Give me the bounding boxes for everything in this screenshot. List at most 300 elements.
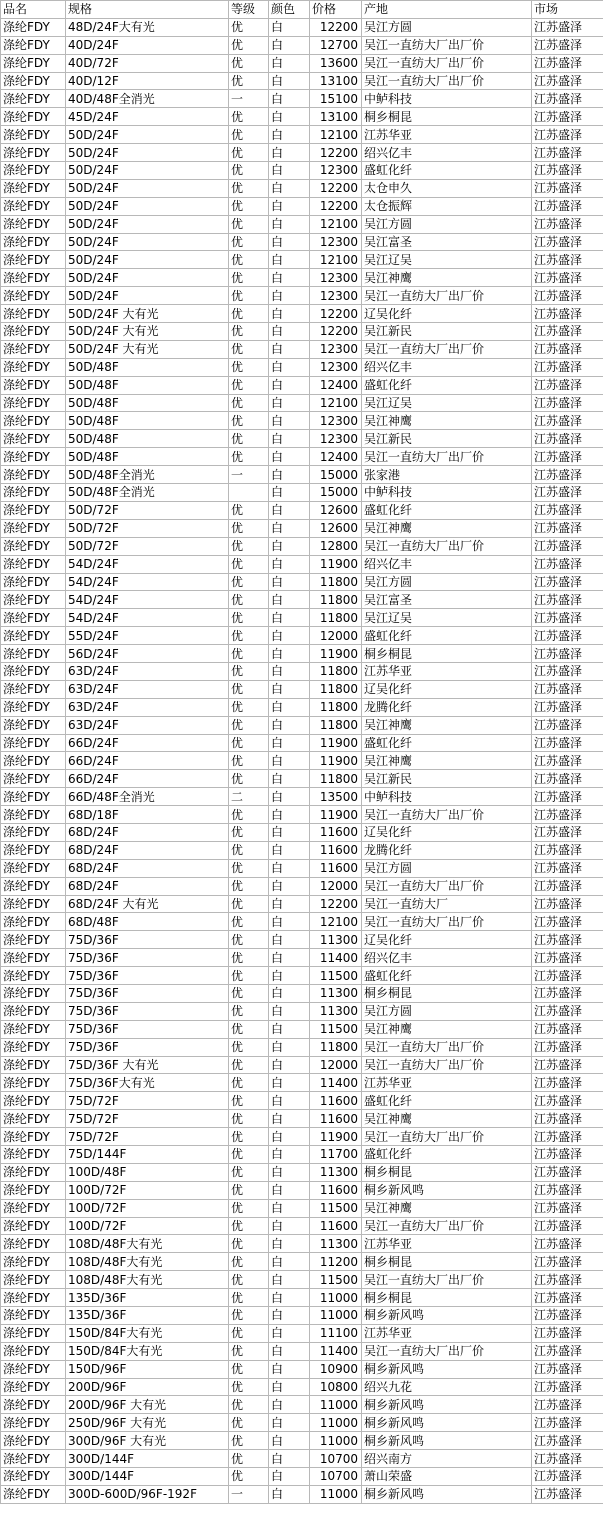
cell-grade: 优 xyxy=(229,394,269,412)
cell-origin: 桐乡新风鸣 xyxy=(362,1181,532,1199)
cell-market: 江苏盛泽 xyxy=(532,537,603,555)
cell-grade: 优 xyxy=(229,1163,269,1181)
cell-color: 白 xyxy=(269,913,310,931)
cell-origin: 盛虹化纤 xyxy=(362,1092,532,1110)
cell-product: 涤纶FDY xyxy=(1,859,66,877)
cell-color: 白 xyxy=(269,931,310,949)
cell-origin: 吴江一直纺大厂出厂价 xyxy=(362,1217,532,1235)
cell-product: 涤纶FDY xyxy=(1,698,66,716)
cell-product: 涤纶FDY xyxy=(1,1360,66,1378)
cell-color: 白 xyxy=(269,162,310,180)
cell-price: 11000 xyxy=(310,1396,362,1414)
table-row xyxy=(1,716,603,734)
cell-grade: 优 xyxy=(229,1146,269,1164)
cell-price: 11000 xyxy=(310,1432,362,1450)
cell-grade: 优 xyxy=(229,1342,269,1360)
cell-product: 涤纶FDY xyxy=(1,806,66,824)
cell-grade: 优 xyxy=(229,949,269,967)
table-row xyxy=(1,1271,603,1289)
cell-origin: 吴江富圣 xyxy=(362,233,532,251)
cell-price: 13100 xyxy=(310,72,362,90)
cell-origin: 吴江一直纺大厂出厂价 xyxy=(362,913,532,931)
cell-product: 涤纶FDY xyxy=(1,36,66,54)
cell-color: 白 xyxy=(269,412,310,430)
cell-spec: 135D/36F xyxy=(66,1307,229,1325)
cell-product: 涤纶FDY xyxy=(1,197,66,215)
cell-grade: 优 xyxy=(229,1360,269,1378)
cell-product: 涤纶FDY xyxy=(1,609,66,627)
cell-market: 江苏盛泽 xyxy=(532,931,603,949)
cell-spec: 100D/48F xyxy=(66,1163,229,1181)
cell-spec: 50D/48F xyxy=(66,448,229,466)
cell-price: 11000 xyxy=(310,1307,362,1325)
cell-grade: 优 xyxy=(229,698,269,716)
cell-price: 11800 xyxy=(310,609,362,627)
cell-price: 11900 xyxy=(310,645,362,663)
table-row xyxy=(1,788,603,806)
cell-market: 江苏盛泽 xyxy=(532,1146,603,1164)
cell-origin: 吴江神鹰 xyxy=(362,752,532,770)
cell-grade: 优 xyxy=(229,1217,269,1235)
cell-color: 白 xyxy=(269,233,310,251)
cell-color: 白 xyxy=(269,627,310,645)
cell-grade: 优 xyxy=(229,1307,269,1325)
cell-spec: 200D/96F 大有光 xyxy=(66,1396,229,1414)
cell-origin: 绍兴亿丰 xyxy=(362,358,532,376)
table-row xyxy=(1,501,603,519)
cell-grade: 优 xyxy=(229,645,269,663)
cell-price: 12800 xyxy=(310,537,362,555)
table-row xyxy=(1,54,603,72)
cell-spec: 75D/36F xyxy=(66,931,229,949)
cell-spec: 50D/48F全消光 xyxy=(66,484,229,502)
cell-origin: 太仓振辉 xyxy=(362,197,532,215)
cell-spec: 75D/36F xyxy=(66,967,229,985)
cell-product: 涤纶FDY xyxy=(1,1199,66,1217)
cell-product: 涤纶FDY xyxy=(1,501,66,519)
cell-origin: 吴江新民 xyxy=(362,430,532,448)
cell-product: 涤纶FDY xyxy=(1,519,66,537)
cell-color: 白 xyxy=(269,1002,310,1020)
cell-spec: 75D/36F xyxy=(66,949,229,967)
cell-color: 白 xyxy=(269,1110,310,1128)
cell-color: 白 xyxy=(269,1414,310,1432)
cell-product: 涤纶FDY xyxy=(1,1146,66,1164)
cell-market: 江苏盛泽 xyxy=(532,1163,603,1181)
cell-price: 15000 xyxy=(310,484,362,502)
cell-spec: 68D/24F xyxy=(66,841,229,859)
cell-origin: 吴江方圆 xyxy=(362,18,532,36)
cell-origin: 江苏华亚 xyxy=(362,1324,532,1342)
cell-spec: 150D/84F大有光 xyxy=(66,1342,229,1360)
cell-grade: 优 xyxy=(229,1092,269,1110)
cell-spec: 50D/24F xyxy=(66,287,229,305)
cell-product: 涤纶FDY xyxy=(1,680,66,698)
cell-market: 江苏盛泽 xyxy=(532,1092,603,1110)
cell-spec: 63D/24F xyxy=(66,680,229,698)
cell-price: 12600 xyxy=(310,519,362,537)
cell-price: 10700 xyxy=(310,1468,362,1486)
cell-price: 15100 xyxy=(310,90,362,108)
cell-spec: 50D/24F xyxy=(66,144,229,162)
cell-spec: 75D/36F xyxy=(66,1020,229,1038)
table-row xyxy=(1,376,603,394)
cell-product: 涤纶FDY xyxy=(1,323,66,341)
cell-grade: 优 xyxy=(229,1396,269,1414)
cell-color: 白 xyxy=(269,1432,310,1450)
cell-origin: 绍兴亿丰 xyxy=(362,555,532,573)
cell-color: 白 xyxy=(269,179,310,197)
cell-color: 白 xyxy=(269,269,310,287)
cell-market: 江苏盛泽 xyxy=(532,1199,603,1217)
cell-product: 涤纶FDY xyxy=(1,752,66,770)
cell-spec: 100D/72F xyxy=(66,1181,229,1199)
table-row xyxy=(1,1414,603,1432)
cell-price: 11300 xyxy=(310,1163,362,1181)
cell-grade: 优 xyxy=(229,323,269,341)
table-row xyxy=(1,1378,603,1396)
cell-color: 白 xyxy=(269,1450,310,1468)
cell-color: 白 xyxy=(269,1074,310,1092)
cell-product: 涤纶FDY xyxy=(1,841,66,859)
cell-color: 白 xyxy=(269,967,310,985)
cell-grade: 优 xyxy=(229,501,269,519)
cell-product: 涤纶FDY xyxy=(1,967,66,985)
cell-origin: 盛虹化纤 xyxy=(362,1146,532,1164)
cell-origin: 江苏华亚 xyxy=(362,662,532,680)
cell-market: 江苏盛泽 xyxy=(532,144,603,162)
cell-spec: 108D/48F大有光 xyxy=(66,1235,229,1253)
table-row xyxy=(1,430,603,448)
table-row xyxy=(1,162,603,180)
cell-price: 11600 xyxy=(310,841,362,859)
cell-product: 涤纶FDY xyxy=(1,179,66,197)
cell-color: 白 xyxy=(269,1092,310,1110)
cell-origin: 桐乡桐昆 xyxy=(362,1253,532,1271)
cell-market: 江苏盛泽 xyxy=(532,18,603,36)
cell-spec: 300D/96F 大有光 xyxy=(66,1432,229,1450)
table-row xyxy=(1,233,603,251)
table-row xyxy=(1,18,603,36)
cell-origin: 吴江一直纺大厂出厂价 xyxy=(362,537,532,555)
cell-price: 11200 xyxy=(310,1253,362,1271)
cell-color: 白 xyxy=(269,716,310,734)
cell-product: 涤纶FDY xyxy=(1,90,66,108)
cell-product: 涤纶FDY xyxy=(1,108,66,126)
cell-grade: 优 xyxy=(229,54,269,72)
cell-grade: 优 xyxy=(229,215,269,233)
cell-market: 江苏盛泽 xyxy=(532,1378,603,1396)
cell-spec: 40D/24F xyxy=(66,36,229,54)
cell-price: 11500 xyxy=(310,1199,362,1217)
cell-color: 白 xyxy=(269,54,310,72)
cell-product: 涤纶FDY xyxy=(1,1396,66,1414)
cell-product: 涤纶FDY xyxy=(1,484,66,502)
cell-grade: 优 xyxy=(229,18,269,36)
header-origin: 产地 xyxy=(362,1,532,19)
cell-color: 白 xyxy=(269,197,310,215)
cell-color: 白 xyxy=(269,1396,310,1414)
table-row xyxy=(1,1074,603,1092)
table-row xyxy=(1,144,603,162)
cell-price: 11400 xyxy=(310,949,362,967)
cell-market: 江苏盛泽 xyxy=(532,1271,603,1289)
cell-market: 江苏盛泽 xyxy=(532,1324,603,1342)
table-row xyxy=(1,269,603,287)
table-row xyxy=(1,627,603,645)
cell-grade: 优 xyxy=(229,1199,269,1217)
table-row xyxy=(1,1289,603,1307)
table-row xyxy=(1,305,603,323)
cell-price: 12400 xyxy=(310,376,362,394)
cell-product: 涤纶FDY xyxy=(1,1414,66,1432)
cell-price: 11700 xyxy=(310,1146,362,1164)
cell-origin: 吴江神鹰 xyxy=(362,412,532,430)
cell-price: 12100 xyxy=(310,394,362,412)
cell-origin: 吴江一直纺大厂 xyxy=(362,895,532,913)
cell-price: 11500 xyxy=(310,967,362,985)
cell-grade: 优 xyxy=(229,1038,269,1056)
cell-color: 白 xyxy=(269,1342,310,1360)
cell-color: 白 xyxy=(269,877,310,895)
cell-color: 白 xyxy=(269,1163,310,1181)
table-row xyxy=(1,698,603,716)
cell-market: 江苏盛泽 xyxy=(532,340,603,358)
cell-product: 涤纶FDY xyxy=(1,662,66,680)
cell-product: 涤纶FDY xyxy=(1,537,66,555)
cell-grade: 优 xyxy=(229,931,269,949)
cell-color: 白 xyxy=(269,752,310,770)
cell-spec: 50D/24F xyxy=(66,162,229,180)
cell-grade: 优 xyxy=(229,770,269,788)
cell-market: 江苏盛泽 xyxy=(532,1056,603,1074)
cell-price: 11900 xyxy=(310,752,362,770)
cell-spec: 50D/24F xyxy=(66,197,229,215)
cell-color: 白 xyxy=(269,895,310,913)
cell-spec: 50D/24F xyxy=(66,251,229,269)
cell-product: 涤纶FDY xyxy=(1,376,66,394)
cell-color: 白 xyxy=(269,770,310,788)
cell-product: 涤纶FDY xyxy=(1,126,66,144)
cell-market: 江苏盛泽 xyxy=(532,519,603,537)
cell-spec: 50D/24F 大有光 xyxy=(66,340,229,358)
cell-origin: 吴江神鹰 xyxy=(362,519,532,537)
cell-spec: 300D/144F xyxy=(66,1450,229,1468)
cell-price: 12100 xyxy=(310,126,362,144)
cell-price: 12200 xyxy=(310,305,362,323)
cell-grade: 优 xyxy=(229,895,269,913)
cell-color: 白 xyxy=(269,1289,310,1307)
cell-spec: 300D-600D/96F-192F xyxy=(66,1485,229,1503)
cell-color: 白 xyxy=(269,1378,310,1396)
table-row xyxy=(1,859,603,877)
cell-grade: 优 xyxy=(229,1378,269,1396)
cell-origin: 吴江神鹰 xyxy=(362,1110,532,1128)
cell-price: 11400 xyxy=(310,1074,362,1092)
cell-product: 涤纶FDY xyxy=(1,287,66,305)
cell-spec: 50D/24F 大有光 xyxy=(66,323,229,341)
cell-product: 涤纶FDY xyxy=(1,251,66,269)
cell-origin: 张家港 xyxy=(362,466,532,484)
table-row xyxy=(1,72,603,90)
cell-market: 江苏盛泽 xyxy=(532,90,603,108)
cell-origin: 盛虹化纤 xyxy=(362,376,532,394)
cell-market: 江苏盛泽 xyxy=(532,1360,603,1378)
cell-market: 江苏盛泽 xyxy=(532,627,603,645)
cell-product: 涤纶FDY xyxy=(1,466,66,484)
cell-color: 白 xyxy=(269,1038,310,1056)
cell-origin: 中鲈科技 xyxy=(362,484,532,502)
cell-market: 江苏盛泽 xyxy=(532,54,603,72)
cell-market: 江苏盛泽 xyxy=(532,358,603,376)
table-row xyxy=(1,609,603,627)
table-row xyxy=(1,1235,603,1253)
cell-color: 白 xyxy=(269,251,310,269)
cell-grade: 优 xyxy=(229,537,269,555)
cell-origin: 吴江方圆 xyxy=(362,573,532,591)
cell-origin: 江苏华亚 xyxy=(362,126,532,144)
cell-grade xyxy=(229,484,269,502)
cell-spec: 50D/72F xyxy=(66,537,229,555)
cell-grade: 优 xyxy=(229,376,269,394)
cell-grade: 优 xyxy=(229,251,269,269)
cell-grade: 优 xyxy=(229,1235,269,1253)
table-row xyxy=(1,1307,603,1325)
cell-market: 江苏盛泽 xyxy=(532,1342,603,1360)
cell-color: 白 xyxy=(269,555,310,573)
cell-origin: 吴江一直纺大厂出厂价 xyxy=(362,448,532,466)
cell-spec: 50D/72F xyxy=(66,501,229,519)
cell-product: 涤纶FDY xyxy=(1,627,66,645)
table-row xyxy=(1,877,603,895)
cell-grade: 优 xyxy=(229,609,269,627)
cell-spec: 100D/72F xyxy=(66,1199,229,1217)
cell-market: 江苏盛泽 xyxy=(532,1468,603,1486)
cell-spec: 75D/36F xyxy=(66,1002,229,1020)
cell-spec: 108D/48F大有光 xyxy=(66,1271,229,1289)
cell-product: 涤纶FDY xyxy=(1,215,66,233)
cell-grade: 优 xyxy=(229,1450,269,1468)
cell-price: 10700 xyxy=(310,1450,362,1468)
cell-price: 12400 xyxy=(310,448,362,466)
cell-color: 白 xyxy=(269,72,310,90)
table-row xyxy=(1,126,603,144)
cell-color: 白 xyxy=(269,573,310,591)
cell-grade: 一 xyxy=(229,1485,269,1503)
cell-market: 江苏盛泽 xyxy=(532,841,603,859)
cell-grade: 优 xyxy=(229,287,269,305)
cell-color: 白 xyxy=(269,591,310,609)
cell-origin: 吴江神鹰 xyxy=(362,1199,532,1217)
cell-origin: 绍兴九花 xyxy=(362,1378,532,1396)
cell-origin: 吴江富圣 xyxy=(362,591,532,609)
table-row xyxy=(1,734,603,752)
cell-origin: 桐乡桐昆 xyxy=(362,645,532,663)
cell-color: 白 xyxy=(269,984,310,1002)
cell-market: 江苏盛泽 xyxy=(532,573,603,591)
cell-spec: 50D/72F xyxy=(66,519,229,537)
cell-price: 12000 xyxy=(310,877,362,895)
cell-market: 江苏盛泽 xyxy=(532,126,603,144)
table-row xyxy=(1,913,603,931)
cell-price: 15000 xyxy=(310,466,362,484)
cell-origin: 吴江一直纺大厂出厂价 xyxy=(362,287,532,305)
cell-spec: 50D/48F xyxy=(66,358,229,376)
cell-market: 江苏盛泽 xyxy=(532,645,603,663)
cell-grade: 一 xyxy=(229,466,269,484)
cell-grade: 优 xyxy=(229,1253,269,1271)
cell-product: 涤纶FDY xyxy=(1,1128,66,1146)
cell-spec: 75D/36F xyxy=(66,984,229,1002)
cell-grade: 优 xyxy=(229,197,269,215)
cell-price: 11900 xyxy=(310,806,362,824)
table-row xyxy=(1,323,603,341)
table-row xyxy=(1,984,603,1002)
cell-price: 11800 xyxy=(310,698,362,716)
cell-color: 白 xyxy=(269,662,310,680)
cell-product: 涤纶FDY xyxy=(1,1253,66,1271)
cell-color: 白 xyxy=(269,108,310,126)
cell-product: 涤纶FDY xyxy=(1,555,66,573)
cell-market: 江苏盛泽 xyxy=(532,716,603,734)
cell-market: 江苏盛泽 xyxy=(532,1307,603,1325)
cell-origin: 吴江方圆 xyxy=(362,215,532,233)
cell-spec: 50D/48F xyxy=(66,394,229,412)
cell-spec: 40D/12F xyxy=(66,72,229,90)
cell-grade: 优 xyxy=(229,1289,269,1307)
cell-product: 涤纶FDY xyxy=(1,734,66,752)
cell-color: 白 xyxy=(269,698,310,716)
cell-origin: 桐乡新风鸣 xyxy=(362,1360,532,1378)
cell-product: 涤纶FDY xyxy=(1,1324,66,1342)
cell-grade: 优 xyxy=(229,859,269,877)
cell-origin: 吴江新民 xyxy=(362,323,532,341)
cell-origin: 吴江方圆 xyxy=(362,859,532,877)
cell-origin: 吴江神鹰 xyxy=(362,716,532,734)
header-product: 品名 xyxy=(1,1,66,19)
cell-market: 江苏盛泽 xyxy=(532,1396,603,1414)
cell-market: 江苏盛泽 xyxy=(532,949,603,967)
cell-grade: 优 xyxy=(229,1074,269,1092)
cell-price: 11900 xyxy=(310,734,362,752)
cell-origin: 吴江辽吴 xyxy=(362,609,532,627)
cell-origin: 桐乡新风鸣 xyxy=(362,1485,532,1503)
cell-product: 涤纶FDY xyxy=(1,877,66,895)
cell-product: 涤纶FDY xyxy=(1,1235,66,1253)
cell-origin: 辽吴化纤 xyxy=(362,931,532,949)
cell-product: 涤纶FDY xyxy=(1,162,66,180)
cell-grade: 优 xyxy=(229,1324,269,1342)
table-row xyxy=(1,1199,603,1217)
cell-product: 涤纶FDY xyxy=(1,949,66,967)
cell-spec: 50D/24F 大有光 xyxy=(66,305,229,323)
cell-market: 江苏盛泽 xyxy=(532,448,603,466)
cell-origin: 绍兴南方 xyxy=(362,1450,532,1468)
cell-color: 白 xyxy=(269,1271,310,1289)
cell-spec: 75D/36F大有光 xyxy=(66,1074,229,1092)
cell-spec: 75D/144F xyxy=(66,1146,229,1164)
cell-spec: 48D/24F大有光 xyxy=(66,18,229,36)
cell-market: 江苏盛泽 xyxy=(532,859,603,877)
cell-product: 涤纶FDY xyxy=(1,1378,66,1396)
cell-origin: 吴江神鹰 xyxy=(362,269,532,287)
cell-market: 江苏盛泽 xyxy=(532,269,603,287)
cell-market: 江苏盛泽 xyxy=(532,36,603,54)
cell-price: 11500 xyxy=(310,1020,362,1038)
cell-grade: 二 xyxy=(229,788,269,806)
table-row xyxy=(1,1468,603,1486)
table-row xyxy=(1,108,603,126)
